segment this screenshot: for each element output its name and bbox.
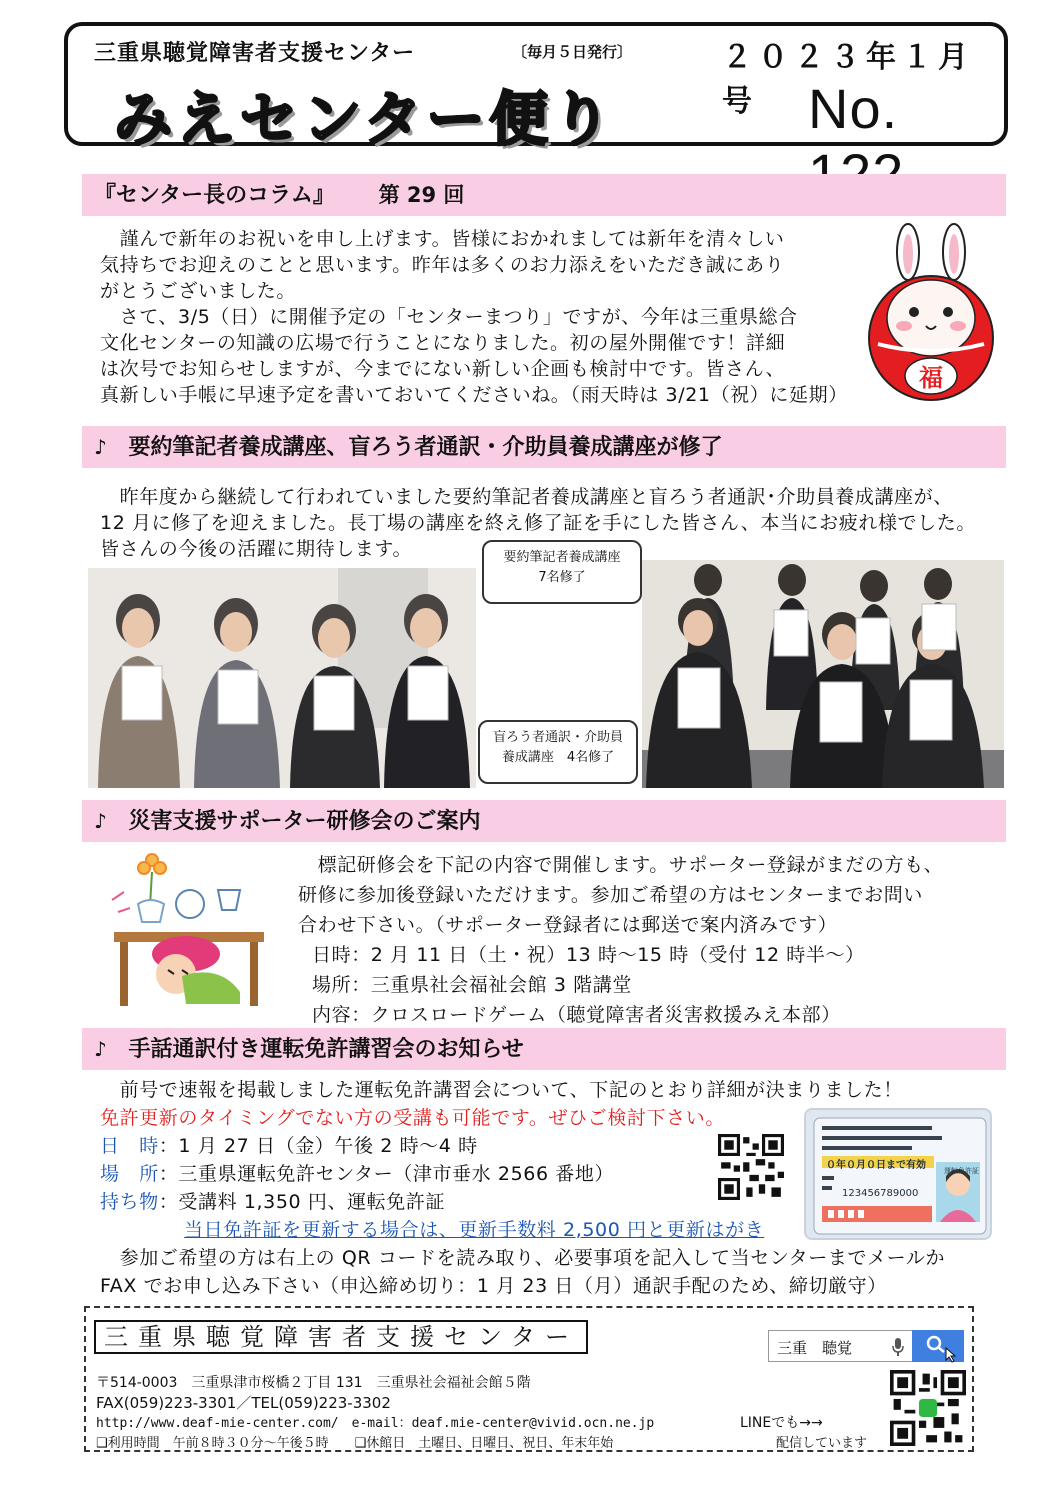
license-date-value: ：1 月 27 日（金）午後 2 時～4 時: [158, 1135, 478, 1157]
license-notice: 免許更新のタイミングでない方の受講も可能です。ぜひご検討下さい。: [100, 1107, 725, 1129]
license-outro: FAX でお申し込み下さい（申込締め切り：1 月 23 日（月）通訳手配のため、締切厳守）: [100, 1275, 887, 1297]
license-card-number: 123456789000: [842, 1188, 919, 1199]
column-heading: 『センター長のコラム』: [94, 183, 335, 208]
music-note-icon: ♪: [94, 435, 107, 459]
course-heading: 要約筆記者養成講座、盲ろう者通訳・介助員養成講座が修了: [128, 435, 723, 460]
daruma-character: 福: [919, 364, 943, 392]
column-line: さて、3/5（日）に開催予定の「センターまつり」ですが、今年は三重県総合: [100, 306, 798, 328]
column-line: 文化センターの知識の広場で行うことになりました。初の屋外開催です！詳細: [100, 332, 786, 354]
license-place-label: 場 所: [100, 1163, 159, 1185]
disaster-detail-place: 場所：三重県社会福祉会館 3 階講堂: [312, 974, 632, 996]
column-line: がとうございました。: [100, 280, 297, 302]
earthquake-duck-under-table-illustration: [90, 846, 276, 1008]
speech-bubble-summary-course: [482, 540, 642, 604]
column-line: 謹んで新年のお祝いを申し上げます。皆様におかれましては新年を清々しい: [100, 228, 785, 250]
license-card-date: ０年０月０日まで有効: [826, 1160, 926, 1171]
disaster-heading: 災害支援サポーター研修会のご案内: [128, 809, 481, 834]
footer-web-email[interactable]: http://www.deaf-mie-center.com/ e-mail：deaf.mie-center@vivid.ocn.ne.jp: [96, 1416, 655, 1431]
line-qr-code[interactable]: [890, 1370, 966, 1446]
course-section-bar: [82, 426, 1006, 468]
disaster-line: 合わせ下さい。（サポーター登録者には郵送で案内済みです）: [298, 914, 838, 936]
license-items-label: 持ち物: [100, 1191, 159, 1213]
masthead-frequency: 〔毎月５日発行〕: [512, 43, 633, 61]
application-qr-code[interactable]: [718, 1134, 784, 1200]
newsletter-title: みえセンター便り: [114, 85, 616, 153]
license-section-bar: [82, 1028, 1006, 1070]
license-items-value: ：受講料 1,350 円、運転免許証: [158, 1191, 446, 1213]
bubble-line: 7名修了: [538, 570, 586, 585]
course-line: 12 月に修了を迎えました。長丁場の講座を終え修了証を手にした皆さん、本当にお疲れ様でした。: [100, 512, 976, 534]
microphone-icon[interactable]: [891, 1337, 905, 1357]
column-section-bar: [82, 174, 1006, 216]
footer-line-notice: LINEでも→→: [740, 1415, 823, 1431]
search-button[interactable]: [912, 1330, 964, 1362]
music-note-icon: ♪: [94, 1037, 107, 1061]
disaster-detail-date: 日時：2 月 11 日（土・祝）13 時～15 時（受付 12 時半～）: [312, 944, 865, 966]
column-body: [100, 226, 848, 408]
bubble-line: 盲ろう者通訳・介助員: [492, 730, 623, 745]
driver-license-illustration: [804, 1108, 992, 1240]
license-card-label: 運転免許証: [944, 1167, 979, 1175]
license-place-value: ：三重県運転免許センター（津市垂水 2566 番地）: [158, 1163, 615, 1185]
masthead-organization: 三重県聴覚障害者支援センター: [94, 41, 416, 66]
center-name: 三重県聴覚障害者支援センター: [94, 1320, 588, 1354]
license-intro: 前号で速報を掲載しました運転免許講習会について、下記のとおり詳細が決まりました！: [100, 1079, 903, 1101]
footer-hours: ❑利用時間 午前８時３０分～午後５時 ❑休館日 土曜日、日曜日、祝日、年末年始: [96, 1436, 614, 1451]
license-heading: 手話通訳付き運転免許講習会のお知らせ: [128, 1037, 524, 1062]
column-line: 気持ちでお迎えのことと思います。昨年は多くのお力添えをいただき誠にあり: [100, 254, 785, 276]
bubble-line: 要約筆記者養成講座: [503, 550, 621, 565]
issue-number: No.: [808, 77, 899, 140]
disaster-line: 研修に参加後登録いただけます。参加ご希望の方はセンターまでお問い: [298, 884, 923, 906]
bubble-line: 養成講座 4名修了: [501, 750, 615, 765]
license-items-note: 当日免許証を更新する場合は、更新手数料 2,500 円と更新はがき: [184, 1219, 765, 1241]
disaster-line: 標記研修会を下記の内容で開催します。サポーター登録がまだの方も、: [298, 854, 944, 876]
column-count: 第 29 回: [378, 183, 465, 207]
column-line: は次号でお知らせしますが、今までにない新しい企画も検討中です。皆さん、: [100, 358, 786, 380]
music-note-icon: ♪: [94, 809, 107, 833]
footer-address: 〒514-0003 三重県津市桜橋２丁目 131 三重県社会福祉会館５階: [96, 1375, 531, 1391]
disaster-body: [298, 850, 943, 1030]
footer-phone-fax: FAX(059)223-3301／TEL(059)223-3302: [96, 1394, 391, 1412]
speech-bubble-deafblind-course: [478, 720, 638, 784]
masthead: [64, 22, 1008, 153]
footer-line-notice-2: 配信しています: [776, 1436, 868, 1451]
rabbit-daruma-illustration: [864, 226, 998, 404]
course-line: 皆さんの今後の活躍に期待します。: [100, 538, 413, 560]
search-box[interactable]: [768, 1330, 964, 1362]
license-date-label: 日 時: [100, 1135, 159, 1157]
course-line: 昨年度から継続して行われていました要約筆記者養成講座と盲ろう者通訳･介助員養成講座が、: [100, 486, 953, 508]
footer-contact-box: [84, 1306, 974, 1452]
search-input-text[interactable]: 三重 聴覚: [777, 1339, 853, 1357]
deafblind-interpreter-graduates-photo: [642, 560, 1004, 788]
issue-month: ２０２３年１月号: [722, 40, 974, 119]
column-line: 真新しい手帳に早速予定を書いておいてくださいね。（雨天時は 3/21（祝）に延期）: [100, 384, 848, 406]
summary-writer-graduates-photo: [88, 568, 476, 788]
search-icon: [912, 1330, 964, 1362]
disaster-detail-content: 内容：クロスロードゲーム（聴覚障害者災害救援みえ本部）: [312, 1004, 841, 1026]
license-outro: 参加ご希望の方は右上の QR コードを読み取り、必要事項を記入して当センターまでメールか: [100, 1247, 946, 1269]
disaster-section-bar: [82, 800, 1006, 842]
